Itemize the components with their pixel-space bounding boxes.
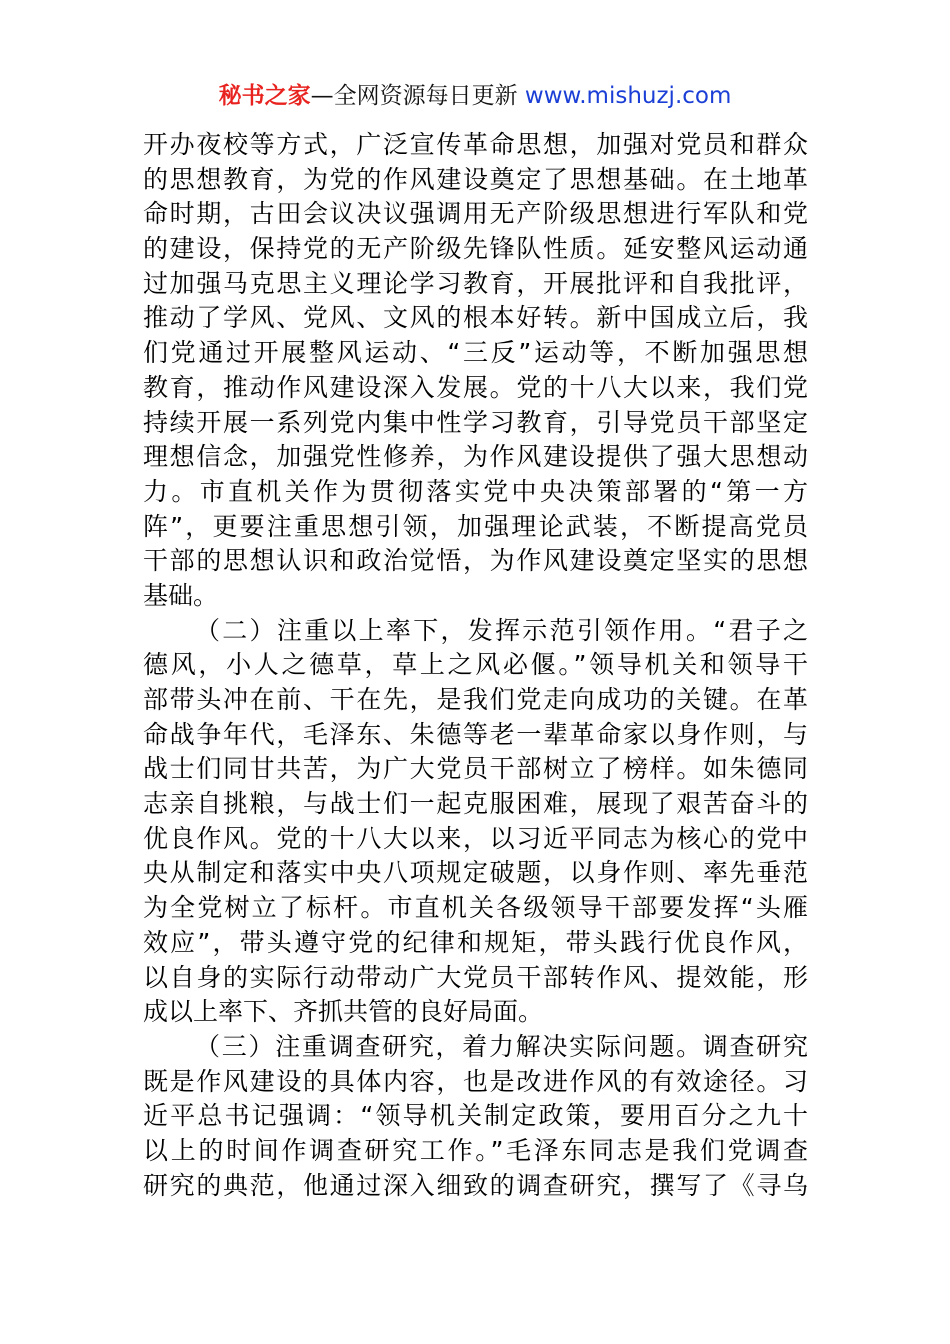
section-heading-line: （三）注重调查研究，着力解决实际问题。调查研究 — [195, 1031, 808, 1061]
body-line: 部带头冲在前、干在先，是我们党走向成功的关键。在革 — [143, 685, 808, 714]
body-line: 以自身的实际行动带动广大党员干部转作风、提效能，形 — [143, 962, 808, 992]
body-line: 教育，推动作风建设深入发展。党的十八大以来，我们党 — [143, 372, 808, 402]
document-body — [143, 128, 808, 1203]
body-line: 为全党树立了标杆。市直机关各级领导干部要发挥“头雁 — [143, 893, 808, 923]
body-line: 战士们同甘共苦，为广大党员干部树立了榜样。如朱德同 — [143, 754, 808, 784]
body-line: 基础。 — [143, 580, 219, 610]
body-line: 既是作风建设的具体内容，也是改进作风的有效途径。习 — [143, 1066, 808, 1096]
body-line: 德风，小人之德草，草上之风必偃。”领导机关和领导干 — [143, 650, 808, 680]
body-line: 的建设，保持党的无产阶级先锋队性质。延安整风运动通 — [143, 234, 808, 264]
body-line: 理想信念，加强党性修养，为作风建设提供了强大思想动 — [143, 442, 808, 472]
body-line: 阵”，更要注重思想引领，加强理论武装，不断提高党员 — [143, 511, 808, 541]
body-line: 命时期，古田会议决议强调用无产阶级思想进行军队和党 — [143, 199, 808, 229]
body-line: 优良作风。党的十八大以来，以习近平同志为核心的党中 — [143, 823, 808, 853]
header-tagline: —全网资源每日更新 — [310, 83, 518, 109]
body-line: 推动了学风、党风、文风的根本好转。新中国成立后，我 — [143, 303, 808, 333]
body-line: 过加强马克思主义理论学习教育，开展批评和自我批评， — [143, 268, 808, 298]
body-line: 们党通过开展整风运动、“三反”运动等，不断加强思想 — [143, 338, 808, 368]
section-heading-line: （二）注重以上率下，发挥示范引领作用。“君子之 — [195, 615, 808, 645]
body-line: 命战争年代，毛泽东、朱德等老一辈革命家以身作则，与 — [143, 719, 808, 749]
body-line: 干部的思想认识和政治觉悟，为作风建设奠定坚实的思想 — [143, 546, 808, 576]
body-line: 持续开展一系列党内集中性学习教育，引导党员干部坚定 — [143, 407, 808, 437]
body-line: 志亲自挑粮，与战士们一起克服困难，展现了艰苦奋斗的 — [143, 789, 808, 819]
body-line: 近平总书记强调：“领导机关制定政策，要用百分之九十 — [143, 1101, 808, 1131]
site-url-link[interactable]: www.mishuzj.com — [524, 83, 732, 109]
body-line: 开办夜校等方式，广泛宣传革命思想，加强对党员和群众 — [143, 130, 808, 159]
brand-name: 秘书之家 — [218, 83, 311, 109]
body-line: 以上的时间作调查研究工作。”毛泽东同志是我们党调查 — [143, 1135, 808, 1165]
body-line: 效应”，带头遵守党的纪律和规矩，带头践行优良作风， — [143, 927, 808, 957]
body-line: 的思想教育，为党的作风建设奠定了思想基础。在土地革 — [143, 164, 808, 194]
page-header — [0, 78, 950, 114]
body-line: 力。市直机关作为贯彻落实党中央决策部署的“第一方 — [143, 476, 808, 506]
body-line: 央从制定和落实中央八项规定破题，以身作则、率先垂范 — [143, 858, 808, 888]
body-line: 成以上率下、齐抓共管的良好局面。 — [143, 997, 544, 1027]
body-line: 研究的典范，他通过深入细致的调查研究，撰写了《寻乌 — [143, 1170, 808, 1200]
